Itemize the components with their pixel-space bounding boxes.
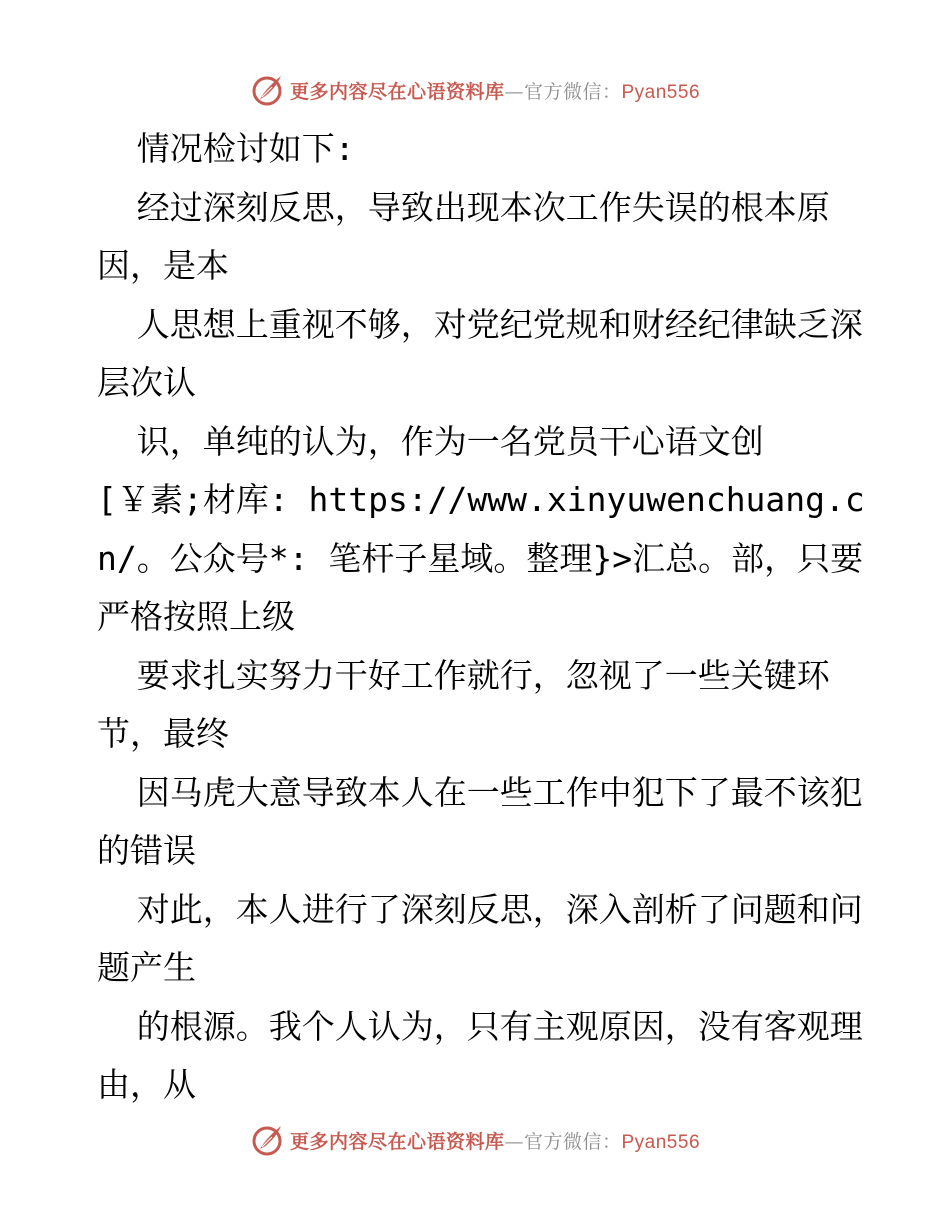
paragraph: 经过深刻反思，导致出现本次工作失误的根本原因，是本 (97, 187, 830, 285)
paragraph: 情况检讨如下: (97, 129, 355, 168)
paragraph: 要求扎实努力干好工作就行，忽视了一些关键环节，最终 (97, 655, 830, 753)
banner-separator: — (504, 1130, 524, 1153)
header-banner (0, 68, 950, 112)
paragraph: 因马虎大意导致本人在一些工作中犯下了最不该犯的错误 (97, 772, 863, 870)
quill-pen-circle-icon (250, 1122, 286, 1158)
banner-separator: — (504, 80, 524, 103)
paragraph: 对此，本人进行了深刻反思，深入剖析了问题和问题产生 (97, 889, 863, 987)
banner-wechat-label: 官方微信： (523, 80, 622, 103)
banner-wechat-label: 官方微信： (523, 1130, 622, 1153)
banner-wechat-id: Pyan556 (621, 1131, 701, 1153)
document-body (97, 120, 867, 1115)
footer-banner (0, 1118, 950, 1162)
banner-site-text: 更多内容尽在心语资料库 (289, 1130, 505, 1153)
quill-pen-circle-icon (250, 72, 286, 108)
banner-wechat-id: Pyan556 (621, 81, 701, 103)
paragraph: 的根源。我个人认为，只有主观原因，没有客观理由，从 (97, 1006, 863, 1104)
paragraph: 识，单纯的认为，作为一名党员干心语文创[￥素;材库: https://www.xinyuwenchuang.cn/。公众号*: 笔杆子星域。整理}>汇总。部，只要严格按照上级 (97, 421, 865, 636)
banner-site-text: 更多内容尽在心语资料库 (289, 80, 505, 103)
paragraph: 人思想上重视不够，对党纪党规和财经纪律缺乏深层次认 (97, 304, 863, 402)
